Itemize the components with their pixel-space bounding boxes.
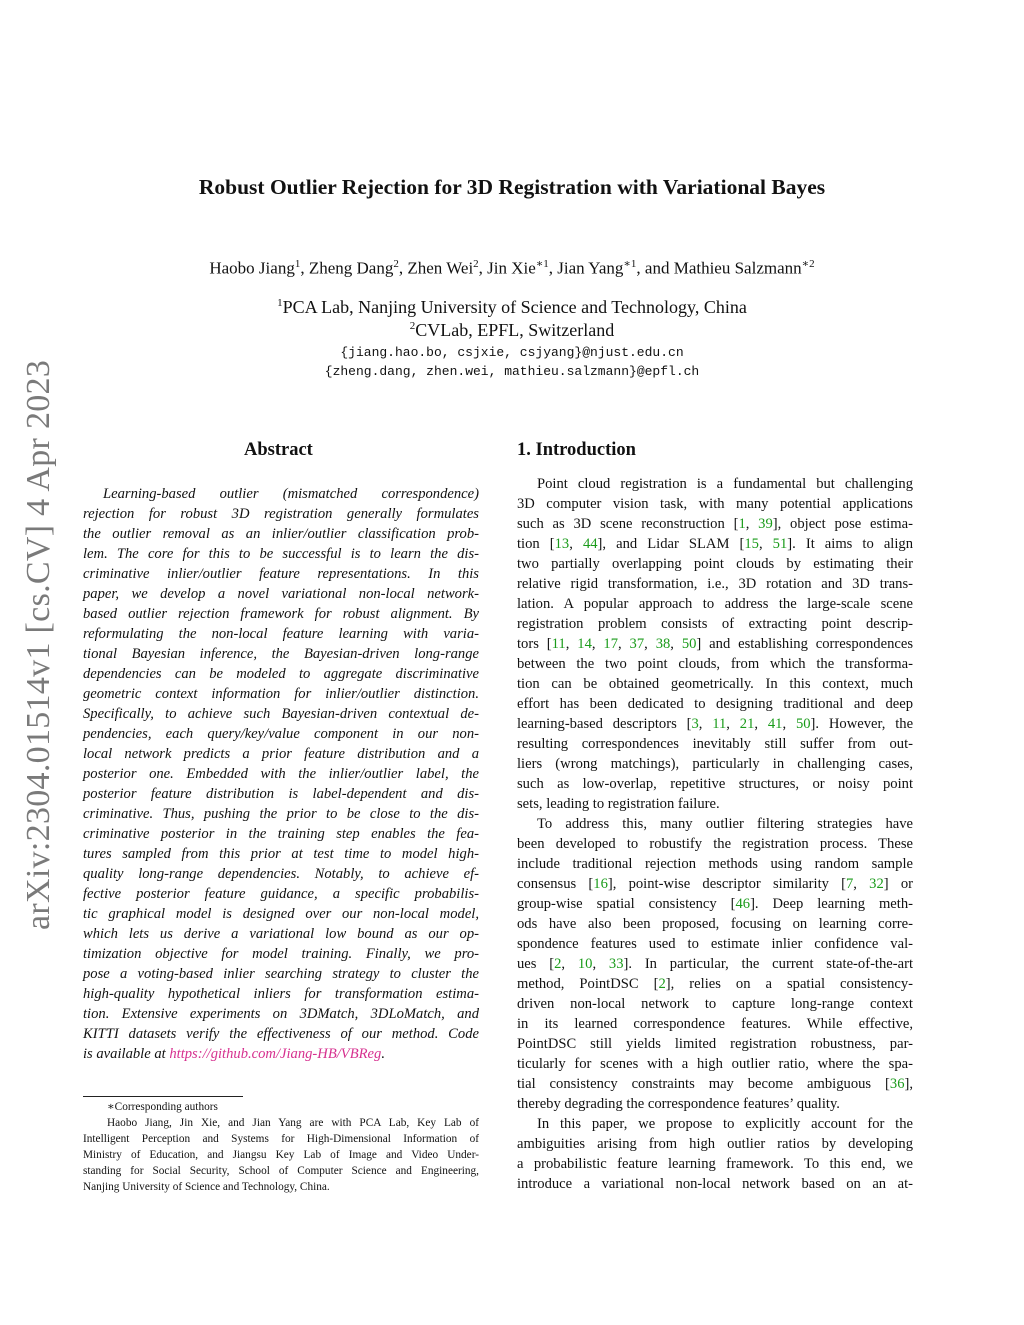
- code-link[interactable]: https://github.com/Jiang-HB/VBReg: [169, 1046, 382, 1062]
- author-separator: ,: [300, 258, 309, 278]
- introduction-line: [517, 1094, 913, 1114]
- citation-link[interactable]: 3: [691, 716, 699, 732]
- introduction-line: [517, 574, 913, 594]
- abstract-line: timization objective for model training. Finally, we pro-: [83, 946, 479, 962]
- introduction-text: learning-based descriptors [: [517, 716, 692, 732]
- introduction-text: ], and Lidar SLAM [: [597, 536, 745, 552]
- introduction-text: ambiguities arising from high outlier ratios by developing: [517, 1136, 913, 1152]
- introduction-line: [517, 954, 913, 974]
- affiliation-marker: 2: [409, 320, 416, 332]
- citation-link[interactable]: 2: [658, 976, 666, 992]
- introduction-line: [517, 634, 913, 654]
- author-list: [0, 257, 1024, 279]
- introduction-body: [517, 474, 913, 1194]
- introduction-text: ,: [565, 636, 578, 652]
- citation-link[interactable]: 46: [735, 896, 751, 912]
- introduction-text: ,: [745, 516, 759, 532]
- introduction-text: ,: [670, 636, 682, 652]
- author-separator: ,: [478, 258, 488, 278]
- introduction-text: tion [: [517, 536, 555, 552]
- abstract-line: criminative posterior in the training step enables the fea-: [83, 826, 479, 842]
- abstract-line: Specifically, to achieve such Bayesian-driven contextual de-: [83, 706, 479, 722]
- introduction-line: [517, 474, 913, 494]
- introduction-text: introduce a variational non-local network based on an at-: [517, 1176, 913, 1192]
- abstract-line: which lets us derive a variational low bound as our op-: [83, 926, 479, 942]
- citation-link[interactable]: 38: [655, 636, 671, 652]
- abstract-line: [83, 1044, 479, 1064]
- introduction-line: [517, 554, 913, 574]
- abstract-line-text: is available at: [83, 1046, 170, 1062]
- introduction-text: effort has been dedicated to designing traditional and deep: [517, 696, 913, 712]
- introduction-line: [517, 854, 913, 874]
- affiliation-text: CVLab, EPFL, Switzerland: [415, 320, 615, 340]
- affiliation-2: [0, 320, 1024, 341]
- abstract-line: high-quality hypothetical inliers for transformation estima-: [83, 986, 479, 1002]
- citation-link[interactable]: 14: [577, 636, 592, 652]
- introduction-text: ticularly for scenes with a high outlier ratio, where the spa-: [517, 1056, 913, 1072]
- introduction-text: ,: [644, 636, 656, 652]
- author-name: Jian Yang: [557, 258, 624, 278]
- introduction-text: ], point-wise descriptor similarity [: [607, 876, 846, 892]
- author-name: Haobo Jiang: [209, 258, 295, 278]
- introduction-line: [517, 594, 913, 614]
- citation-link[interactable]: 21: [739, 716, 755, 732]
- introduction-text: registration problem consists of extracting point descrip-: [517, 616, 913, 632]
- affiliation-text: PCA Lab, Nanjing University of Science and Technology, China: [282, 297, 747, 317]
- introduction-text: such as 3D scene reconstruction [: [517, 516, 739, 532]
- introduction-text: group-wise spatial consistency [: [517, 896, 736, 912]
- introduction-text: ]. It aims to align: [787, 536, 914, 552]
- abstract-line: tional Bayesian inference, the Bayesian-driven long-range: [83, 646, 479, 662]
- abstract-line: lem. The core for this to be successful is to learn the dis-: [83, 546, 479, 562]
- author-name: Jin Xie: [487, 258, 536, 278]
- introduction-line: [517, 914, 913, 934]
- introduction-text: been developed to robustify the registration process. These: [517, 836, 913, 852]
- introduction-text: spondence features used to estimate inlier confidence val-: [517, 936, 913, 952]
- introduction-text: ,: [569, 536, 583, 552]
- citation-link[interactable]: 51: [772, 536, 788, 552]
- introduction-text: thereby degrading the correspondence features’ quality.: [517, 1096, 840, 1112]
- footnote-rule: [83, 1096, 243, 1097]
- abstract-line: the outlier removal as an inlier/outlier classification prob-: [83, 526, 479, 542]
- introduction-line: [517, 994, 913, 1014]
- citation-link[interactable]: 1: [738, 516, 746, 532]
- citation-link[interactable]: 33: [608, 956, 624, 972]
- introduction-line: [517, 494, 913, 514]
- abstract-line: posterior feature distribution is label-dependent and dis-: [83, 786, 479, 802]
- introduction-text: driven non-local network to capture long-range context: [517, 996, 913, 1012]
- author-affiliation-marker: 2: [473, 258, 479, 270]
- citation-link[interactable]: 2: [554, 956, 562, 972]
- introduction-heading: 1. Introduction: [517, 440, 636, 460]
- affiliation-1: [0, 297, 1024, 318]
- abstract-line: tion. Extensive experiments on 3DMatch, 3DLoMatch, and: [83, 1006, 479, 1022]
- introduction-text: include traditional rejection methods using random sample: [517, 856, 913, 872]
- introduction-text: To address this, many outlier filtering strategies have: [537, 816, 913, 832]
- author-name: Mathieu Salzmann: [673, 258, 802, 278]
- abstract-line: tures sampled from this prior at test time to model high-: [83, 846, 479, 862]
- abstract-body: [83, 484, 479, 1064]
- introduction-line: [517, 714, 913, 734]
- affiliation-marker: 1: [277, 297, 283, 309]
- citation-link[interactable]: 13: [554, 536, 570, 552]
- introduction-line: [517, 974, 913, 994]
- citation-link[interactable]: 50: [681, 636, 697, 652]
- author-affiliation-marker: ∗2: [801, 258, 815, 270]
- abstract-line: quality long-range dependencies. Notably, to achieve ef-: [83, 866, 479, 882]
- arxiv-identifier: arXiv:2304.01514v1 [cs.CV] 4 Apr 2023: [20, 359, 57, 930]
- abstract-line: local network predicts a prior feature distribution and a: [83, 746, 479, 762]
- introduction-line: [517, 894, 913, 914]
- introduction-text: ] and establishing correspondences: [696, 636, 914, 652]
- introduction-text: ],: [904, 1076, 913, 1092]
- citation-link[interactable]: 39: [758, 516, 773, 532]
- introduction-text: between the two point clouds, from which the transforma-: [517, 656, 913, 672]
- introduction-text: ,: [853, 876, 870, 892]
- introduction-line: [517, 794, 913, 814]
- introduction-text: ,: [754, 716, 768, 732]
- introduction-text: ], relies on a spatial consistency-: [665, 976, 914, 992]
- introduction-text: Point cloud registration is a fundamental but challenging: [537, 476, 913, 492]
- citation-link[interactable]: 15: [744, 536, 759, 552]
- introduction-text: tial consistency constraints may become ambiguous [: [517, 1076, 890, 1092]
- introduction-line: [517, 874, 913, 894]
- introduction-text: ,: [698, 716, 713, 732]
- footnote-corresponding: ∗Corresponding authors: [107, 1101, 218, 1113]
- abstract-line: pendencies, each query/key/value component in our non-: [83, 726, 479, 742]
- introduction-text: tion can be obtained geometrically. In this context, much: [517, 676, 913, 692]
- abstract-line: based outlier rejection framework for robust alignment. By: [83, 606, 479, 622]
- abstract-heading: Abstract: [244, 440, 313, 460]
- introduction-text: ,: [591, 636, 604, 652]
- email-njust: {jiang.hao.bo, csjxie, csjyang}@njust.edu.cn: [340, 345, 684, 360]
- citation-link[interactable]: 32: [869, 876, 884, 892]
- author-affiliation-marker: 1: [294, 258, 301, 270]
- introduction-line: [517, 734, 913, 754]
- introduction-line: [517, 754, 913, 774]
- footnote-line: Nanjing University of Science and Technology, China.: [83, 1181, 330, 1193]
- introduction-line: [517, 834, 913, 854]
- abstract-line: KITTI datasets verify the effectiveness of our method. Code: [83, 1026, 479, 1042]
- introduction-text: tors [: [517, 636, 552, 652]
- introduction-line: [517, 934, 913, 954]
- citation-link[interactable]: 11: [712, 716, 727, 732]
- footnotes: [83, 1099, 479, 1195]
- abstract-line: reformulating the non-local feature learning with varia-: [83, 626, 479, 642]
- citation-link[interactable]: 17: [603, 636, 618, 652]
- introduction-text: ]. In particular, the current state-of-the-art: [623, 956, 914, 972]
- citation-link[interactable]: 36: [889, 1076, 905, 1092]
- introduction-line: [517, 1054, 913, 1074]
- introduction-text: two partially overlapping point clouds by estimating their: [517, 556, 913, 572]
- introduction-text: ], object pose estima-: [772, 516, 913, 532]
- introduction-line: [517, 534, 913, 554]
- abstract-line: geometric context information for inlier/outlier distinction.: [83, 686, 479, 702]
- author-name: Zheng Dang: [308, 258, 394, 278]
- introduction-text: ] or: [883, 876, 913, 892]
- email-epfl: {zheng.dang, zhen.wei, mathieu.salzmann}@epfl.ch: [324, 364, 700, 379]
- footnote-line: Haobo Jiang, Jin Xie, and Jian Yang are with PCA Lab, Key Lab of: [107, 1117, 479, 1129]
- citation-link[interactable]: 50: [795, 716, 811, 732]
- introduction-text: a probabilistic feature learning framework. To this end, we: [517, 1156, 913, 1172]
- abstract-line-text: .: [381, 1046, 385, 1062]
- citation-link[interactable]: 16: [593, 876, 608, 892]
- introduction-text: In this paper, we propose to explicitly account for the: [537, 1116, 913, 1132]
- author-separator: ,: [548, 258, 558, 278]
- introduction-text: sets, leading to registration failure.: [517, 796, 720, 812]
- paper-title: Robust Outlier Rejection for 3D Registration with Variational Bayes: [198, 175, 826, 199]
- introduction-text: ods have also been proposed, focusing on learning corre-: [517, 916, 913, 932]
- introduction-line: [517, 1074, 913, 1094]
- introduction-line: [517, 614, 913, 634]
- introduction-line: [517, 1134, 913, 1154]
- introduction-text: PointDSC still yields limited registration robustness, par-: [517, 1036, 913, 1052]
- introduction-text: consensus [: [517, 876, 594, 892]
- introduction-line: [517, 1174, 913, 1194]
- introduction-text: such as low-overlap, repetitive structures, or noisy point: [517, 776, 913, 792]
- introduction-text: ,: [726, 716, 740, 732]
- citation-link[interactable]: 37: [629, 636, 645, 652]
- abstract-line: posterior one. Embedded with the inlier/outlier label, the: [83, 766, 479, 782]
- introduction-text: liers (wrong matchings), particularly in challenging cases,: [517, 756, 913, 772]
- introduction-line: [517, 774, 913, 794]
- citation-link[interactable]: 7: [846, 876, 854, 892]
- introduction-text: resulting correspondences inevitably still suffer from out-: [517, 736, 913, 752]
- citation-link[interactable]: 41: [767, 716, 783, 732]
- introduction-text: ues [: [517, 956, 555, 972]
- footnote-line: standing for Social Security, School of Computer Science and Engineering,: [83, 1165, 479, 1177]
- abstract-line: criminative inlier/outlier feature representations. In this: [83, 566, 479, 582]
- introduction-text: ,: [592, 956, 609, 972]
- abstract-line: tic graphical model is designed over our non-local model,: [83, 906, 479, 922]
- footnote-line: Ministry of Education, and Jiangsu Key Lab of Image and Video Under-: [83, 1149, 479, 1161]
- introduction-text: ]. However, the: [810, 716, 914, 732]
- citation-link[interactable]: 44: [582, 536, 598, 552]
- introduction-text: relative rigid transformation, i.e., 3D rotation and 3D trans-: [517, 576, 913, 592]
- author-affiliation-marker: 2: [393, 258, 399, 270]
- introduction-line: [517, 1154, 913, 1174]
- author-affiliation-marker: ∗1: [535, 258, 549, 270]
- abstract-line: rejection for robust 3D registration generally formulates: [83, 506, 479, 522]
- introduction-line: [517, 1114, 913, 1134]
- introduction-text: 3D computer vision task, with many potential applications: [517, 496, 913, 512]
- author-separator: , and: [636, 258, 674, 278]
- abstract-line: fective posterior feature guidance, a specific probabilis-: [83, 886, 479, 902]
- introduction-text: in its learned correspondence features. While effective,: [517, 1016, 913, 1032]
- abstract-line: criminative. Thus, pushing the prior to be close to the dis-: [83, 806, 479, 822]
- introduction-line: [517, 674, 913, 694]
- abstract-line: dependencies can be modeled to aggregate discriminative: [83, 666, 479, 682]
- introduction-line: [517, 1034, 913, 1054]
- abstract-line: pose a voting-based inlier searching strategy to cluster the: [83, 966, 479, 982]
- author-separator: ,: [398, 258, 408, 278]
- citation-link[interactable]: 11: [551, 636, 566, 652]
- author-affiliation-marker: ∗1: [623, 258, 637, 270]
- introduction-line: [517, 514, 913, 534]
- introduction-line: [517, 814, 913, 834]
- introduction-line: [517, 654, 913, 674]
- introduction-text: ,: [561, 956, 578, 972]
- introduction-text: ]. Deep learning meth-: [750, 896, 913, 912]
- introduction-text: ,: [618, 636, 630, 652]
- introduction-line: [517, 1014, 913, 1034]
- introduction-text: lation. A popular approach to address the large-scale scene: [517, 596, 913, 612]
- introduction-text: ,: [758, 536, 773, 552]
- introduction-text: ,: [782, 716, 796, 732]
- author-name: Zhen Wei: [407, 258, 474, 278]
- abstract-line: Learning-based outlier (mismatched correspondence): [103, 486, 479, 502]
- introduction-line: [517, 694, 913, 714]
- abstract-line: paper, we develop a novel variational non-local network-: [83, 586, 479, 602]
- introduction-text: method, PointDSC [: [517, 976, 659, 992]
- footnote-line: Intelligent Perception and Systems for High-Dimensional Information of: [83, 1133, 479, 1145]
- citation-link[interactable]: 10: [577, 956, 593, 972]
